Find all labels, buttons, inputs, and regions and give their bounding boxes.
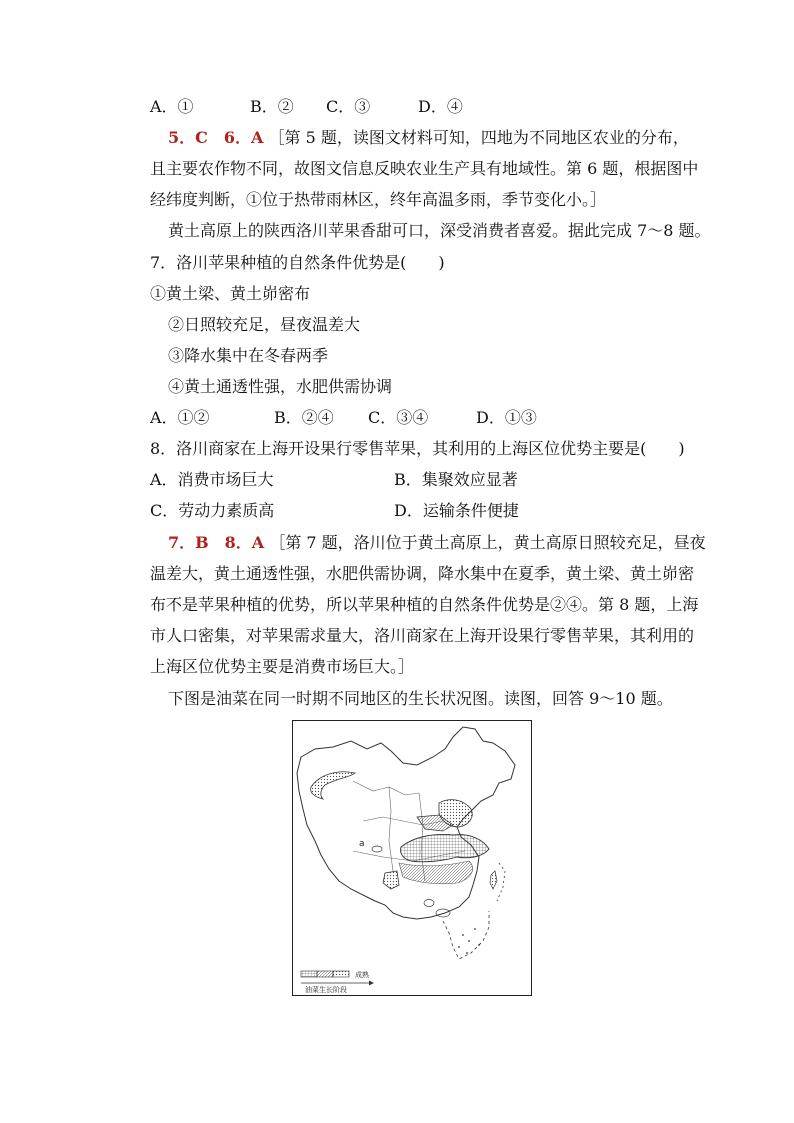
- q4-option-a: A．①: [150, 97, 194, 116]
- answer-7-8-line5: 上海区位优势主要是消费市场巨大。］: [150, 657, 415, 676]
- q8-stem: 8．洛川商家在上海开设果行零售苹果，其利用的上海区位优势主要是( ): [150, 439, 685, 458]
- q7-option-c: C．③④: [368, 408, 429, 427]
- q8-option-a: A．消费市场巨大: [150, 470, 274, 489]
- q8-options-row1: [150, 469, 518, 491]
- region-south-hatch: [399, 861, 473, 884]
- q7-option-d: D．①③: [476, 408, 537, 427]
- map-label-a: a: [359, 839, 365, 849]
- answer-7-8-label: 7．B 8．A: [168, 533, 265, 552]
- q7-item-1: ①黄土梁、黄土峁密布: [150, 284, 311, 303]
- answer-7-8-line3: 布不是苹果种植的优势，所以苹果种植的自然条件优势是②④。第 8 题，上海: [150, 595, 699, 614]
- q7-option-a: A．①②: [150, 408, 210, 427]
- answer-5-6-label: 5．C 6．A: [168, 128, 264, 147]
- q7-stem: 7．洛川苹果种植的自然条件优势是( ): [150, 253, 445, 272]
- answer-7-8-line2: 温差大，黄土通透性强，水肥供需协调，降水集中在夏季，黄土梁、黄土峁密: [150, 564, 695, 583]
- q7-option-b: B．②④: [274, 408, 334, 427]
- region-yangtze-grid: [400, 835, 489, 862]
- answer-5-6-line2: 且主要农作物不同，故图文信息反映农业生产具有地域性。第 6 题，根据图中: [150, 159, 699, 178]
- answer-5-6-line3: 经纬度判断，①位于热带雨林区，终年高温多雨，季节变化小。］: [150, 190, 607, 209]
- rapeseed-growth-map-figure: [292, 720, 532, 996]
- q8-option-d: D．运输条件便捷: [394, 501, 519, 520]
- q8-options-row2: [150, 500, 519, 522]
- china-map-svg: [293, 721, 531, 995]
- answer-7-8-line4: 市人口密集，对苹果需求量大，洛川商家在上海开设果行零售苹果，其利用的: [150, 626, 695, 645]
- answer-5-6-line1: [168, 127, 689, 149]
- intro-7-8: 黄土高原上的陕西洛川苹果香甜可口，深受消费者喜爱。据此完成 7～8 题。: [168, 221, 711, 240]
- answer-7-8-text1: ［第 7 题，洛川位于黄土高原上，黄土高原日照较充足，昼夜: [269, 533, 706, 552]
- q7-item-3: ③降水集中在冬春两季: [168, 346, 329, 365]
- region-southwest-dotted: [383, 871, 399, 889]
- answer-5-6-text1: ［第 5 题，读图文材料可知，四地为不同地区农业的分布，: [268, 128, 689, 147]
- region-northwest-band: [311, 772, 355, 799]
- answer-7-8-line1: [168, 532, 706, 554]
- intro-9-10: 下图是油菜在同一时期不同地区的生长状况图。读图，回答 9～10 题。: [168, 689, 673, 708]
- legend-mature-label: 成熟: [355, 971, 369, 979]
- q8-option-c: C．劳动力素质高: [150, 501, 275, 520]
- q4-option-b: B．②: [250, 97, 294, 116]
- q7-item-2: ②日照较充足，昼夜温差大: [168, 315, 361, 334]
- china-outline: [297, 727, 515, 919]
- legend-stage-label: 油菜生长阶段: [305, 986, 347, 994]
- q4-options: [150, 96, 463, 118]
- q7-item-4: ④黄土通透性强，水肥供需协调: [168, 377, 393, 396]
- q8-option-b: B．集聚效应显著: [394, 470, 518, 489]
- q7-options: [150, 407, 537, 429]
- q4-option-c: C．③: [326, 97, 371, 116]
- q4-option-d: D．④: [418, 97, 463, 116]
